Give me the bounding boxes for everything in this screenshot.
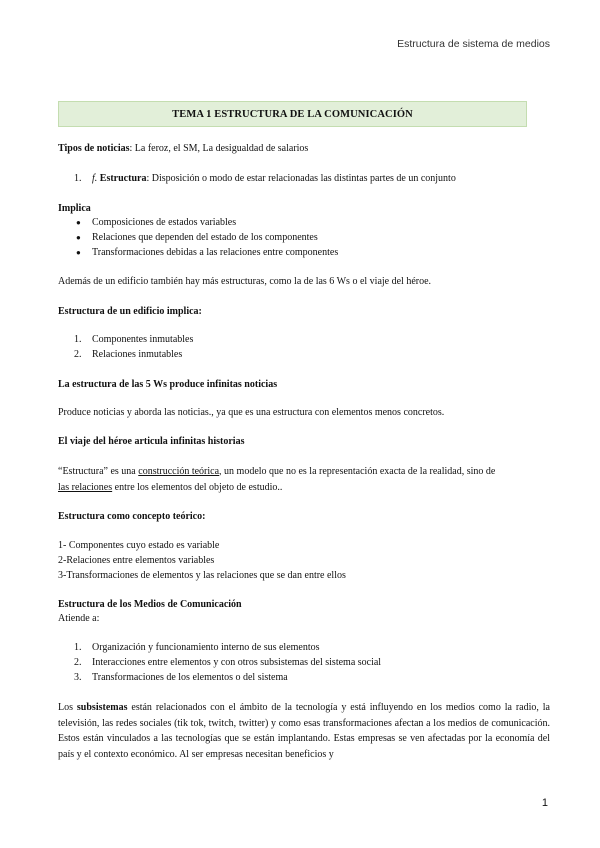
concepto-heading: Estructura como concepto teórico: bbox=[58, 511, 206, 522]
page-number: 1 bbox=[541, 797, 548, 809]
concepto-item-2: 2-Relaciones entre elementos variables bbox=[58, 555, 215, 566]
implica-label: Implica bbox=[58, 203, 91, 214]
paragraph-lead: Los bbox=[58, 702, 77, 713]
tipos-label: Tipos de noticias bbox=[58, 143, 130, 154]
tipos-line bbox=[58, 142, 308, 156]
subsistemas-paragraph bbox=[58, 700, 550, 762]
running-header: Estructura de sistema de medios bbox=[397, 38, 550, 50]
paragraph-text: están relacionados con el ámbito de la tecnología y está influyendo en los medios como la radio, la televisión, las redes sociales (tik tok, twitch, twitter) y como esas transformaciones afectan a los medios de comunicación. Estos están vinculados a las tecnologías que se están implantando. Estas empresas se ven afectadas por la economía del país y el contexto económico. Al ser empresas necesitan beneficios y bbox=[58, 702, 550, 760]
edificio-item-1-number: 1. bbox=[74, 334, 82, 345]
medios-heading: Estructura de los Medios de Comunicación bbox=[58, 599, 242, 610]
implica-item-3: Transformaciones debidas a las relaciones entre componentes bbox=[92, 247, 339, 258]
edificio-item-1: Componentes inmutables bbox=[92, 334, 194, 345]
bullet-icon: ● bbox=[76, 248, 81, 257]
edificio-heading: Estructura de un edificio implica: bbox=[58, 306, 202, 317]
medios-item-3: Transformaciones de los elementos o del sistema bbox=[92, 672, 288, 683]
definition-part-2: , un modelo que no es la representación exacta de la realidad, sino de bbox=[219, 466, 496, 477]
bullet-icon: ● bbox=[76, 233, 81, 242]
medios-item-2-number: 2. bbox=[74, 657, 82, 668]
item1-term: Estructura bbox=[99, 173, 147, 184]
estructura-definition bbox=[58, 464, 550, 495]
definition-part-1: “Estructura” es una bbox=[58, 466, 139, 477]
edificio-item-2-number: 2. bbox=[74, 349, 82, 360]
medios-item-1: Organización y funcionamiento interno de sus elementos bbox=[92, 642, 320, 653]
concepto-item-3: 3-Transformaciones de elementos y las relaciones que se dan entre ellos bbox=[58, 570, 346, 581]
definition-part-3: entre los elementos del objeto de estudio.. bbox=[112, 481, 283, 493]
ws-heading: La estructura de las 5 Ws produce infinitas noticias bbox=[58, 379, 278, 390]
medios-atiende: Atiende a: bbox=[58, 613, 100, 624]
page-title: TEMA 1 ESTRUCTURA DE LA COMUNICACIÓN bbox=[58, 101, 527, 127]
bullet-icon: ● bbox=[76, 218, 81, 227]
tipos-text: : La feroz, el SM, La desigualdad de salarios bbox=[129, 143, 309, 154]
implica-item-1: Composiciones de estados variables bbox=[92, 217, 237, 228]
item1-line bbox=[92, 172, 456, 186]
ws-text: Produce noticias y aborda las noticias., ya que es una estructura con elementos menos concretos. bbox=[58, 407, 445, 418]
medios-item-1-number: 1. bbox=[74, 642, 82, 653]
item1-f: f. bbox=[92, 173, 98, 184]
heroe-heading: El viaje del héroe articula infinitas historias bbox=[58, 436, 245, 447]
implica-item-2: Relaciones que dependen del estado de los componentes bbox=[92, 232, 318, 243]
concepto-item-1: 1- Componentes cuyo estado es variable bbox=[58, 540, 220, 551]
paragraph-term: subsistemas bbox=[76, 702, 128, 713]
ademas-line: Además de un edificio también hay más estructuras, como la de las 6 Ws o el viaje del héroe. bbox=[58, 276, 432, 287]
item1-number: 1. bbox=[74, 173, 82, 184]
medios-item-3-number: 3. bbox=[74, 672, 82, 683]
definition-underline-1: construcción teórica bbox=[138, 466, 220, 477]
edificio-item-2: Relaciones inmutables bbox=[92, 349, 183, 360]
item1-text: : Disposición o modo de estar relacionadas las distintas partes de un conjunto bbox=[146, 173, 456, 184]
medios-item-2: Interacciones entre elementos y con otros subsistemas del sistema social bbox=[92, 657, 382, 668]
definition-underline-2: las relaciones bbox=[58, 481, 113, 493]
